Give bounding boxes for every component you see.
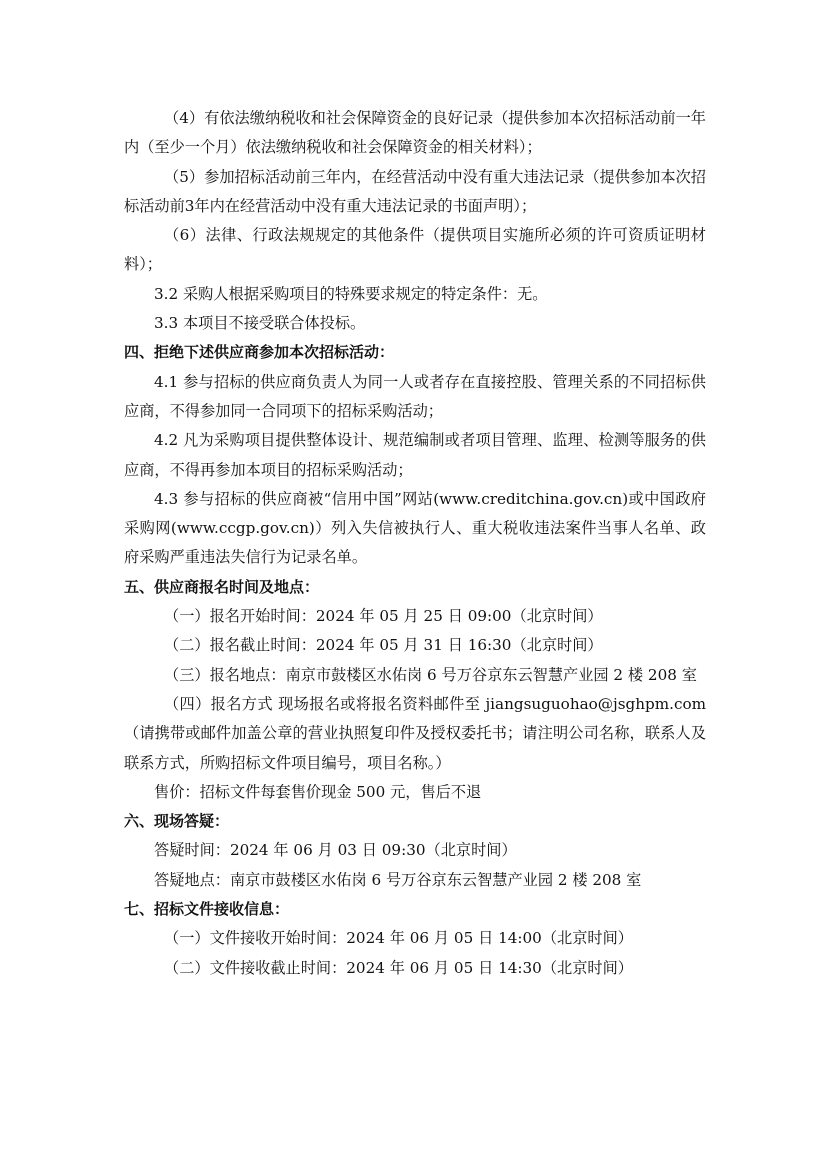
- paragraph-6-other-conditions: （6）法律、行政法规规定的其他条件（提供项目实施所必须的许可资质证明材料）；: [124, 226, 706, 274]
- section-heading-6: 六、现场答疑：: [124, 812, 230, 831]
- section-heading-4: 四、拒绝下述供应商参加本次招标活动：: [124, 343, 395, 362]
- qa-location: 答疑地点：南京市鼓楼区水佑岗 6 号万谷京东云智慧产业园 2 楼 208 室: [154, 870, 642, 889]
- registration-method: （四）报名方式 现场报名或将报名资料邮件至 jiangsuguohao@jsghpm.com（请携带或邮件加盖公章的营业执照复印件及授权委托书；请注明公司名称，联系人及联系方式，所购招标文件项目编号，项目名称。）: [124, 694, 706, 772]
- paragraph-4-tax-record: （4）有依法缴纳税收和社会保障资金的良好记录（提供参加本次招标活动前一年内（至少一个月）依法缴纳税收和社会保障资金的相关材料）；: [124, 109, 706, 157]
- document-price: 售价：招标文件每套售价现金 500 元，售后不退: [154, 782, 482, 801]
- paragraph-3-2: 3.2 采购人根据采购项目的特殊要求规定的特定条件：无。: [154, 284, 548, 303]
- paragraph-4-2: 4.2 凡为采购项目提供整体设计、规范编制或者项目管理、监理、检测等服务的供应商，不得再参加本项目的招标采购活动；: [124, 431, 706, 479]
- document-body: [124, 104, 706, 983]
- section-heading-5: 五、供应商报名时间及地点：: [124, 577, 320, 596]
- qa-time: 答疑时间：2024 年 06 月 03 日 09:30（北京时间）: [154, 841, 517, 860]
- section-heading-7: 七、招标文件接收信息：: [124, 900, 290, 919]
- paragraph-4-1: 4.1 参与招标的供应商负责人为同一人或者存在直接控股、管理关系的不同招标供应商，不得参加同一合同项下的招标采购活动；: [124, 372, 706, 420]
- paragraph-5-no-violations: （5）参加招标活动前三年内，在经营活动中没有重大违法记录（提供参加本次招标活动前3年内在经营活动中没有重大违法记录的书面声明）；: [124, 167, 706, 215]
- submission-start-time: （一）文件接收开始时间：2024 年 06 月 05 日 14:00（北京时间）: [164, 929, 633, 948]
- paragraph-4-3: 4.3 参与招标的供应商被“信用中国”网站(www.creditchina.gov.cn)或中国政府采购网(www.ccgp.gov.cn)）列入失信被执行人、重大税收违法案件当事人名单、政府采购严重违法失信行为记录名单。: [124, 489, 706, 567]
- paragraph-3-3: 3.3 本项目不接受联合体投标。: [154, 314, 366, 333]
- registration-end-time: （二）报名截止时间：2024 年 05 月 31 日 16:30（北京时间）: [164, 636, 603, 655]
- registration-location: （三）报名地点：南京市鼓楼区水佑岗 6 号万谷京东云智慧产业园 2 楼 208 室: [164, 665, 697, 684]
- registration-start-time: （一）报名开始时间：2024 年 05 月 25 日 09:00（北京时间）: [164, 607, 603, 626]
- submission-end-time: （二）文件接收截止时间：2024 年 06 月 05 日 14:30（北京时间）: [164, 958, 633, 977]
